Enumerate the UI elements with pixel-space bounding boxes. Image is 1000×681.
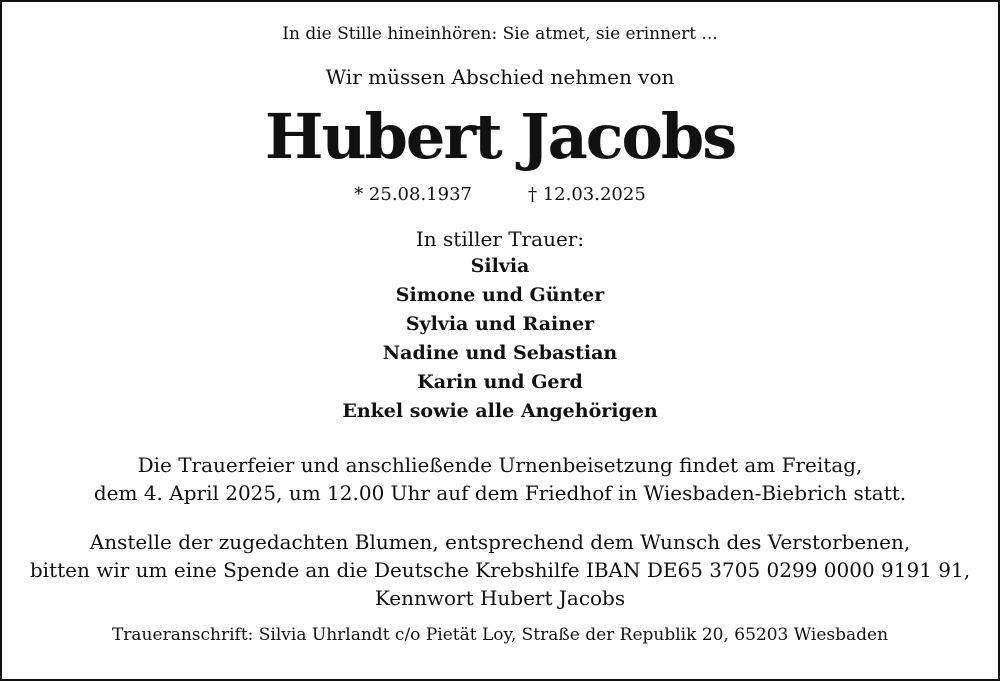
intro-line: Wir müssen Abschied nehmen von [325, 65, 675, 89]
mourning-label: In stiller Trauer: [415, 227, 585, 251]
mourner-name: Enkel sowie alle Angehörigen [342, 400, 658, 422]
donation-line: Anstelle der zugedachten Blumen, entsprechend dem Wunsch des Verstorbenen, [89, 530, 911, 554]
mourner-name: Silvia [470, 255, 530, 277]
birth-date: * 25.08.1937 [354, 184, 472, 205]
mourner-name: Sylvia und Rainer [405, 313, 595, 335]
donation-line: Kennwort Hubert Jacobs [374, 586, 626, 610]
donation-line: bitten wir um eine Spende an die Deutsche Krebshilfe IBAN DE65 3705 0299 0000 9191 91, [29, 558, 971, 582]
mourner-name: Simone und Günter [395, 284, 605, 306]
death-date: † 12.03.2025 [528, 184, 646, 205]
mourner-name: Karin und Gerd [417, 371, 583, 393]
motto-line: In die Stille hineinhören: Sie atmet, sie erinnert ... [282, 24, 718, 44]
life-dates [0, 186, 1000, 204]
mourning-address: Traueranschrift: Silvia Uhrlandt c/o Pietät Loy, Straße der Republik 20, 65203 Wiesbaden [111, 625, 889, 645]
ceremony-line: Die Trauerfeier und anschließende Urnenbeisetzung findet am Freitag, [137, 453, 863, 477]
ceremony-line: dem 4. April 2025, um 12.00 Uhr auf dem Friedhof in Wiesbaden-Biebrich statt. [93, 481, 907, 505]
deceased-name: Hubert Jacobs [264, 100, 736, 173]
mourner-name: Nadine und Sebastian [382, 342, 618, 364]
